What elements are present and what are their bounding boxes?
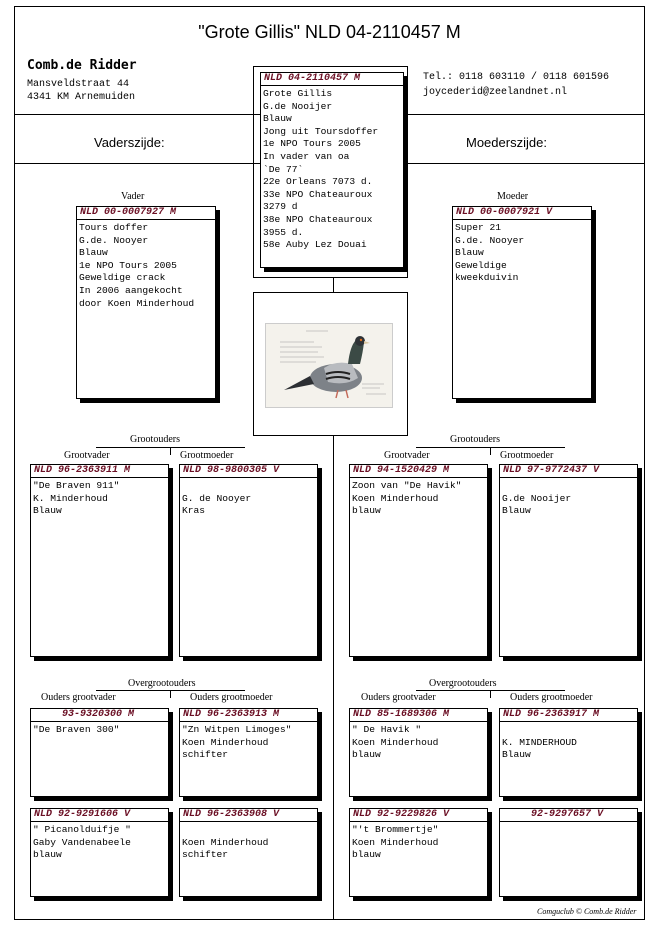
subject-line: 33e NPO Chateauroux [263,188,373,200]
ggp-line: Koen Minderhoud [182,736,269,748]
subject-line: 22e Orleans 7073 d. [263,176,373,188]
father-line: Blauw [79,247,108,259]
gp-tick-left [170,447,171,455]
gp-ring: NLD 96-2363911 M [31,465,168,478]
ggp-line [502,724,635,737]
breeder-city: 4341 KM Arnemuiden [27,92,136,103]
subject-ring: NLD 04-2110457 M [261,73,403,86]
mother-line: Super 21 [455,222,502,233]
ggp-ring: NLD 96-2363908 V [180,809,317,822]
gp-line: Kras [182,505,206,517]
gp-line: Koen Minderhoud [352,492,439,504]
subject-line: Grote Gillis [263,88,333,99]
subject-line: In vader van oa [263,150,350,162]
ggp-ring: NLD 96-2363913 M [180,709,317,722]
parents-grandmother-label-left: Ouders grootmoeder [190,692,273,703]
ggp-card-fmf [179,708,318,797]
breeder-street: Mansveldstraat 44 [27,79,130,90]
mother-ring: NLD 00-0007921 V [453,207,591,220]
ggp-line: blauw [352,849,381,861]
gp-line: Blauw [33,505,62,517]
ggp-line: schifter [182,749,229,761]
gp-tick-right [490,447,491,455]
ggp-line: Koen Minderhoud [352,836,439,848]
ggp-card-mff [349,708,488,797]
ggp-line: " De Havik " [352,724,422,735]
gp-details [180,478,317,518]
gp-line: Zoon van "De Havik" [352,480,462,491]
subject-card [260,72,404,268]
great-grandparents-label-right: Overgrootouders [429,678,497,689]
ggp-ring: NLD 92-9229826 V [350,809,487,822]
ggp-ring: 93-9320300 M [31,709,168,722]
pigeon-photo [265,323,393,408]
mother-line: kweekduivin [455,272,519,284]
ggp-card-ffm [30,808,169,897]
father-ring: NLD 00-0007927 M [77,207,215,220]
subject-line: 3955 d. [263,226,304,238]
father-line: 1e NPO Tours 2005 [79,259,177,271]
subject-line: Jong uit Toursdoffer [263,125,379,137]
ggp-line: blauw [33,849,62,861]
footer-credit: Comguclub © Comb.de Ridder [537,907,637,916]
father-line: In 2006 aangekocht [79,284,183,296]
ggp-tick-right [490,690,491,698]
ggp-line: Koen Minderhoud [182,836,269,848]
ggp-line: "Zn Witpen Limoges" [182,724,292,735]
ggp-details [350,722,487,762]
ggp-line: " Picanolduifje " [33,824,131,835]
mother-line: Blauw [455,247,484,259]
grandparents-label-right: Grootouders [450,434,500,445]
grandfather-label-right: Grootvader [384,450,430,461]
subject-line: 38e NPO Chateauroux [263,213,373,225]
parents-grandmother-label-right: Ouders grootmoeder [510,692,593,703]
father-line: Tours doffer [79,222,149,233]
subject-line: 58e Auby Lez Douai [263,239,367,251]
subject-line: 1e NPO Tours 2005 [263,138,361,150]
gp-details [500,478,637,518]
grandmother-paternal-card [179,464,318,657]
grandfather-label-left: Grootvader [64,450,110,461]
gp-details [350,478,487,518]
subject-line: Blauw [263,113,292,125]
center-connector-top [333,278,334,292]
center-vertical [333,436,334,920]
page-title: "Grote Gillis" NLD 04-2110457 M [198,22,461,42]
parents-grandfather-label-right: Ouders grootvader [361,692,436,703]
ggp-line: blauw [352,749,381,761]
breeder-name: Comb.de Ridder [27,58,137,73]
pigeon-icon [266,324,392,407]
ggp-card-fmm [179,808,318,897]
ggp-line: "De Braven 300" [33,724,120,735]
mother-line: Geweldige [455,259,507,271]
grandfather-paternal-card [30,464,169,657]
ggp-card-mmf [499,708,638,797]
gp-line: blauw [352,505,381,517]
ggp-line [182,824,315,837]
ggp-card-fff [30,708,169,797]
ggp-line: Koen Minderhoud [352,736,439,748]
ggp-details [31,722,168,737]
ggp-details [180,822,317,862]
breeder-phone: Tel.: 0118 603110 / 0118 601596 [423,72,610,83]
mother-label: Moeder [497,191,529,202]
gp-line [182,480,315,493]
ggp-ring: NLD 85-1689306 M [350,709,487,722]
ggp-details [500,722,637,762]
father-line: Geweldige crack [79,272,166,284]
father-line: door Koen Minderhoud [79,297,195,309]
grandmother-maternal-card [499,464,638,657]
ggp-ring: NLD 92-9291606 V [31,809,168,822]
ggp-details [350,822,487,862]
mother-card [452,206,592,399]
ggp-card-mfm [349,808,488,897]
ggp-line: K. MINDERHOUD [502,736,577,748]
ggp-line: Gaby Vandenabeele [33,836,131,848]
grandmother-label-left: Grootmoeder [180,450,234,461]
gp-ring: NLD 94-1520429 M [350,465,487,478]
grandmother-label-right: Grootmoeder [500,450,554,461]
subject-line: `De 77` [263,163,304,175]
gp-ring: NLD 97-9772437 V [500,465,637,478]
gp-line: Blauw [502,505,531,517]
great-grandparents-label-left: Overgrootouders [128,678,196,689]
ggp-details [31,822,168,862]
father-details [77,220,215,310]
father-label: Vader [121,191,145,202]
parents-grandfather-label-left: Ouders grootvader [41,692,116,703]
grandparents-label-left: Grootouders [130,434,180,445]
gp-line [502,480,635,493]
ggp-line: Blauw [502,749,531,761]
ggp-card-mmm [499,808,638,897]
grandfather-maternal-card [349,464,488,657]
gp-ring: NLD 98-9800305 V [180,465,317,478]
ggp-line: "'t Brommertje" [352,824,439,835]
gp-line: K. Minderhoud [33,492,108,504]
subject-details [261,86,403,252]
gp-line: G. de Nooyer [182,492,252,504]
father-side-label: Vaderszijde: [94,135,165,150]
breeder-email: joycederid@zeelandnet.nl [423,87,568,98]
subject-line: 3279 d [263,201,298,213]
mother-line: G.de. Nooyer [455,234,525,246]
father-line: G.de. Nooyer [79,234,149,246]
mother-details [453,220,591,285]
subject-line: G.de Nooijer [263,100,333,112]
gp-line: G.de Nooijer [502,492,572,504]
father-card [76,206,216,399]
gp-details [31,478,168,518]
ggp-ring: 92-9297657 V [500,809,637,822]
ggp-tick-left [170,690,171,698]
mother-side-label: Moederszijde: [466,135,547,150]
ggp-ring: NLD 96-2363917 M [500,709,637,722]
ggp-line: schifter [182,849,229,861]
gp-line: "De Braven 911" [33,480,120,491]
ggp-details [180,722,317,762]
